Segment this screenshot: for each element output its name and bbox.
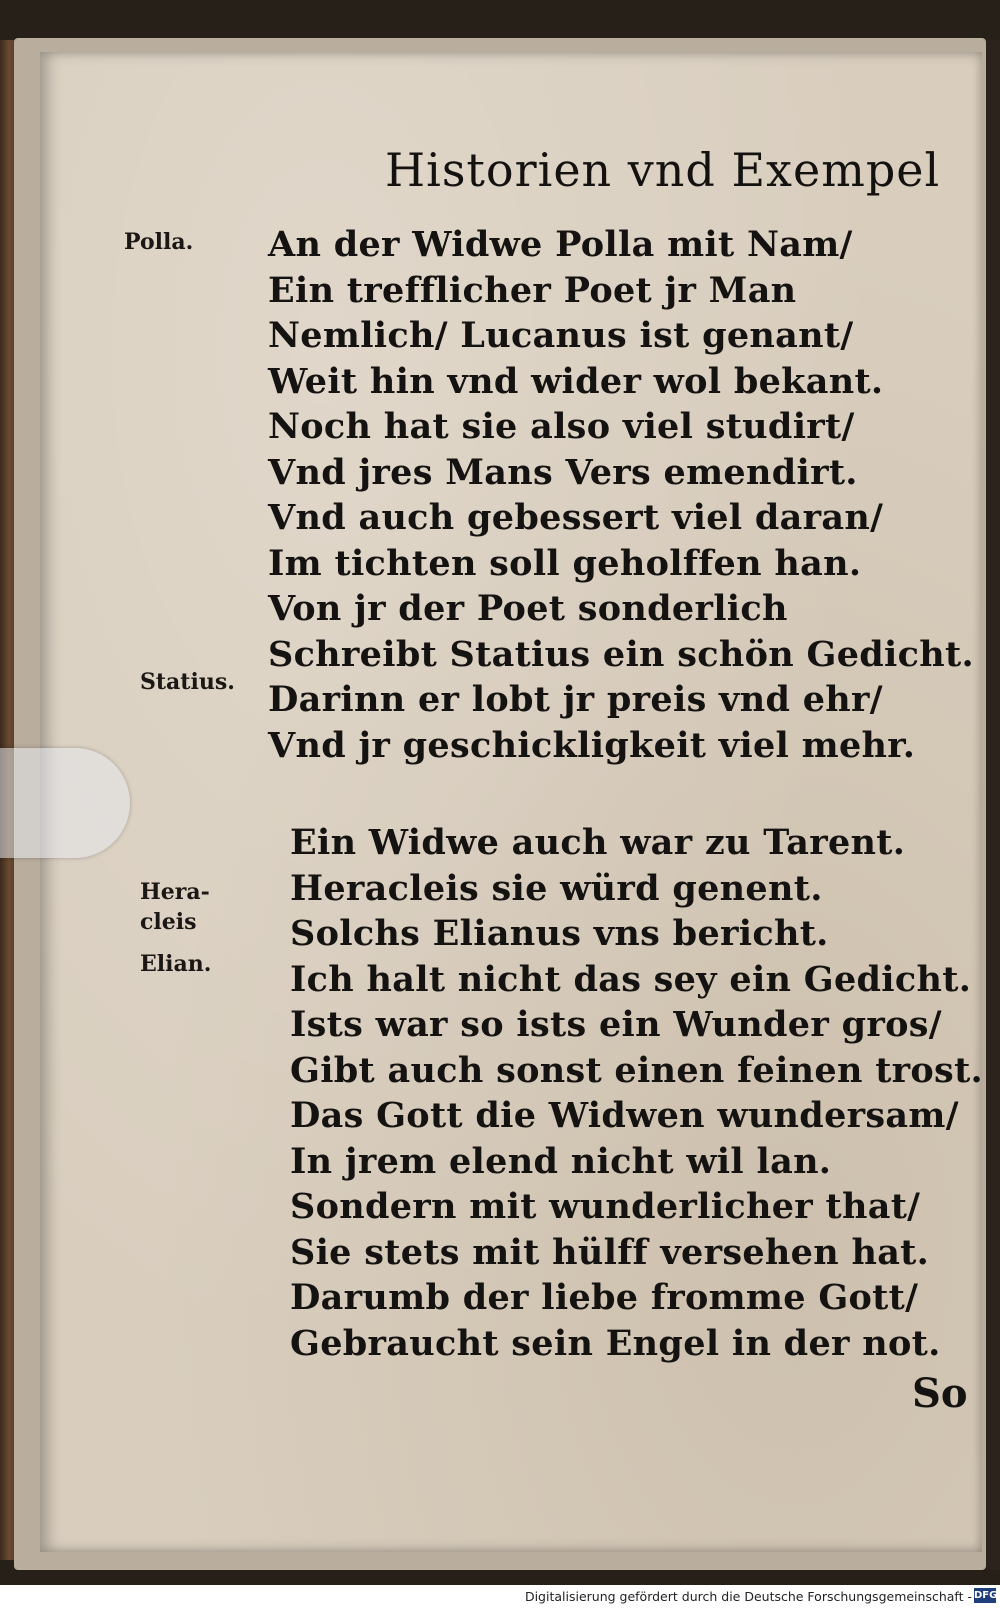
verse-line: Heracleis sie würd genent. (290, 867, 823, 909)
verse-stanza-1 (268, 222, 974, 768)
verse-line: Nemlich/ Lucanus ist genant/ (268, 315, 854, 356)
verse-line: Ists war so ists ein Wunder gros/ (290, 1004, 942, 1045)
page-tab-marker (0, 748, 130, 858)
verse-line: Gibt auch sonst einen feinen trost. (290, 1049, 984, 1091)
verse-line: Sondern mit wunderlicher that/ (290, 1186, 921, 1227)
verse-line: Darinn er lobt jr preis vnd ehr/ (268, 679, 883, 720)
verse-line: Von jr der Poet sonderlich (268, 588, 788, 629)
margin-note-heracleis-1: Hera- (140, 879, 210, 905)
page-header: Historien vnd Exempel (385, 143, 941, 197)
verse-line: In jrem elend nicht wil lan. (290, 1140, 832, 1182)
verse-line: Solchs Elianus vns bericht. (290, 913, 829, 954)
margin-note-statius: Statius. (140, 669, 235, 695)
catchword: So (912, 1370, 968, 1417)
footer-credit: Digitalisierung gefördert durch die Deutsche Forschungsgemeinschaft - (524, 1589, 972, 1604)
verse-line: Noch hat sie also viel studirt/ (268, 406, 855, 447)
verse-line: Im tichten soll geholffen han. (268, 542, 862, 584)
verse-line: Weit hin vnd wider wol bekant. (268, 360, 884, 402)
verse-line: Das Gott die Widwen wundersam/ (290, 1095, 959, 1136)
dfg-logo[interactable]: DFG (974, 1590, 998, 1601)
verse-line: Sie stets mit hülff versehen hat. (290, 1231, 930, 1273)
verse-line: Darumb der liebe fromme Gott/ (290, 1277, 919, 1318)
verse-line: An der Widwe Polla mit Nam/ (268, 224, 853, 265)
verse-stanza-2 (290, 820, 983, 1366)
verse-line: Vnd jr geschickligkeit viel mehr. (268, 724, 916, 766)
verse-line: Ein Widwe auch war zu Tarent. (290, 822, 906, 863)
verse-line: Ein trefflicher Poet jr Man (268, 269, 797, 311)
verse-line: Schreibt Statius ein schön Gedicht. (268, 633, 974, 675)
margin-note-polla: Polla. (124, 229, 194, 255)
verse-line: Gebraucht sein Engel in der not. (290, 1322, 941, 1364)
margin-note-elian: Elian. (140, 951, 212, 977)
verse-line: Vnd auch gebessert viel daran/ (268, 497, 884, 538)
verse-line: Ich halt nicht das sey ein Gedicht. (290, 958, 972, 1000)
verse-line: Vnd jres Mans Vers emendirt. (268, 451, 858, 493)
book-right-edge (986, 40, 1000, 1570)
margin-note-heracleis-2: cleis (140, 909, 197, 935)
